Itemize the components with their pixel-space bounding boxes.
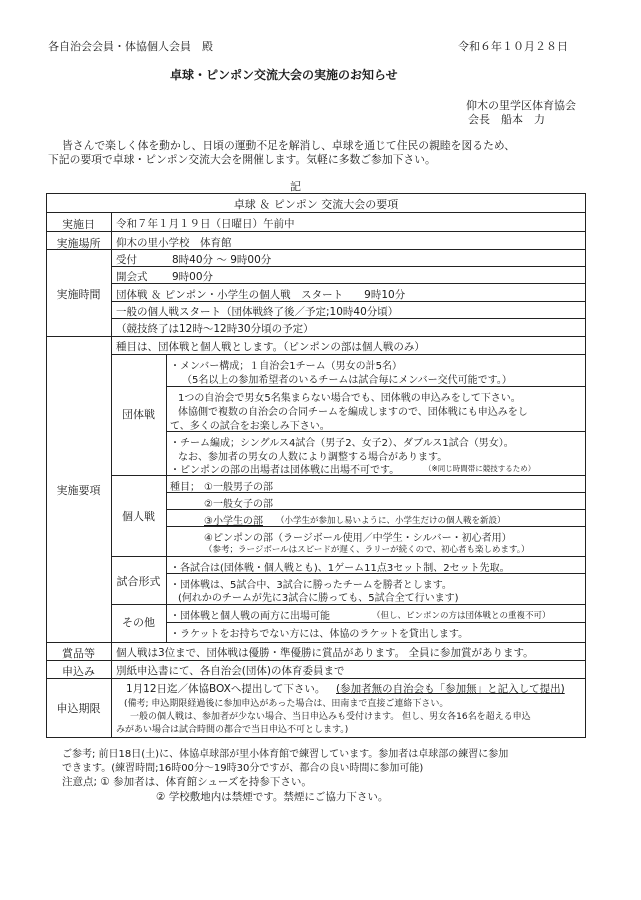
intro-line-2: 下記の要項で卓球・ピンポン交流大会を開催します。気軽に多数ご参加下さい。 bbox=[48, 153, 436, 166]
individual-pingpong-note: （参考；ラージボールはスピードが遅く、ラリーが続くので、初心者も楽しめます。） bbox=[204, 545, 530, 555]
format-rule-1: ・各試合は(団体戦・個人戦とも)、1ゲーム11点3セット制、2セット先取。 bbox=[170, 563, 510, 574]
label-prize: 賞品等 bbox=[62, 647, 95, 660]
individual-women: ②一般女子の部 bbox=[204, 499, 273, 510]
format-rule-3: (何れかのチームが先に3試合に勝っても、5試合全て行います) bbox=[178, 593, 459, 604]
intro-line-1: 皆さんで楽しく体を動かし、日頃の運動不足を解消し、卓球を通じて住民の親睦を図るため、 bbox=[62, 139, 516, 152]
label-individual: 個人戦 bbox=[122, 510, 155, 523]
other-rule-1-note: （但し、ピンポンの方は団体戦との重複不可） bbox=[372, 611, 551, 621]
sender: 会長 船本 力 bbox=[468, 113, 545, 126]
format-rule-2: ・団体戦は、5試合中、3試合に勝ったチームを勝者とします。 bbox=[170, 580, 452, 591]
team-rule-4: 体協側で複数の自治会の合同チームを編成しますので、団体戦にも申込みをし bbox=[178, 407, 528, 418]
label-deadline: 申込期限 bbox=[56, 702, 101, 715]
deadline-line-4: みがあい場合は試合時間の都合で当日申込不可とします。) bbox=[116, 725, 349, 735]
reception-label: 受付 bbox=[116, 254, 137, 266]
individual-elementary-note: （小学生が参加し易いように、小学生だけの個人戦を新設） bbox=[276, 516, 506, 526]
event-types: 種目は、団体戦と個人戦とします。（ピンポンの部は個人戦のみ） bbox=[116, 341, 425, 353]
label-format: 試合形式 bbox=[116, 575, 161, 588]
deadline-line-2: (備考; 申込期限経過後に参加申込があった場合は、田南まで直接ご連絡下さい。 bbox=[124, 699, 449, 709]
ki-mark: 記 bbox=[290, 180, 301, 193]
issue-date: 令和６年１０月２８日 bbox=[458, 40, 568, 53]
individual-men: ①一般男子の部 bbox=[204, 482, 273, 493]
team-rule-3: 1つの自治会で男女5名集まらない場合でも、団体戦の申込みをして下さい。 bbox=[178, 393, 521, 404]
recipient: 各自治会会員・体協個人会員 殿 bbox=[48, 40, 213, 53]
label-team: 団体戦 bbox=[122, 408, 155, 421]
team-rule-2: （5名以上の参加希望者のいるチームは試合毎にメンバー交代可能です。） bbox=[182, 375, 512, 386]
label-rules: 実施要項 bbox=[56, 484, 101, 497]
reference-line-1: ご参考; 前日18日(土)に、体協卓球部が里小体育館で練習しています。参加者は卓球部の練習に参加 bbox=[62, 749, 509, 760]
other-rule-1: ・団体戦と個人戦の両方に出場可能 bbox=[170, 611, 330, 622]
deadline-line-1a: 1月12日迄／体協BOXへ提出して下さい。 bbox=[126, 683, 326, 695]
opening-time: 9時00分 bbox=[172, 271, 214, 283]
team-rule-8: ・ピンポンの部の出場者は団体戦に出場不可です。 bbox=[170, 465, 400, 476]
other-rule-2: ・ラケットをお持ちでない方には、体協のラケットを貸出します。 bbox=[170, 629, 469, 640]
team-rule-6: ・チーム編成；シングルス4試合（男子2、女子2）、ダブルス1試合（男女）。 bbox=[170, 438, 514, 449]
team-rule-8-note: （※同じ時間帯に競技するため） bbox=[424, 464, 536, 473]
page-title: 卓球・ピンポン交流大会の実施のお知らせ bbox=[170, 68, 398, 82]
team-rule-7: なお、参加者の男女の人数により調整する場合があります。 bbox=[178, 452, 448, 463]
label-other: その他 bbox=[122, 616, 155, 629]
value-apply: 別紙申込書にて、各自治会(団体)の体育委員まで bbox=[116, 665, 345, 677]
table-heading: 卓球 ＆ ピンポン 交流大会の要項 bbox=[233, 198, 399, 211]
caution-line-2: ② 学校敷地内は禁煙です。禁煙にご協力下さい。 bbox=[156, 791, 389, 803]
general-start-time: 一般の個人戦スタート（団体戦終了後／予定;10時40分頃） bbox=[116, 306, 399, 318]
individual-kind: 種目； bbox=[170, 482, 200, 493]
label-date: 実施日 bbox=[62, 218, 95, 231]
opening-label: 開会式 bbox=[116, 271, 148, 283]
value-prize: 個人戦は3位まで、団体戦は優勝・準優勝に賞品があります。 全員に参加賞があります。 bbox=[116, 647, 534, 659]
team-rule-5: て、多くの試合をお楽しみ下さい。 bbox=[170, 421, 330, 432]
value-place: 仰木の里小学校 体育館 bbox=[116, 237, 232, 249]
end-time: （競技終了は12時～12時30分頃の予定） bbox=[116, 323, 314, 335]
value-date: 令和７年１月１９日（日曜日）午前中 bbox=[116, 218, 295, 230]
reference-line-2: できます。(練習時間;16時00分～19時30分ですが、都合の良い時間に参加可能) bbox=[62, 763, 424, 774]
team-start-time: 団体戦 ＆ ピンポン・小学生の個人戦 スタート 9時10分 bbox=[116, 289, 406, 301]
organization: 仰木の里学区体育協会 bbox=[466, 99, 576, 112]
team-rule-1: ・メンバー構成；１自治会1チーム（男女の計5名） bbox=[170, 361, 403, 372]
individual-elementary: ③小学生の部 bbox=[204, 516, 263, 527]
label-time: 実施時間 bbox=[56, 288, 101, 301]
deadline-line-3: 一般の個人戦は、参加者が少ない場合、当日申込みも受付けます。 但し、男女各16名を超える申込 bbox=[130, 712, 531, 722]
reception-time: 8時40分 ～ 9時00分 bbox=[172, 254, 272, 266]
caution-line-1: 注意点; ① 参加者は、体育館シューズを持参下さい。 bbox=[62, 776, 312, 788]
individual-pingpong: ④ピンポンの部（ラージボール使用／中学生・シルバー・初心者用） bbox=[204, 533, 512, 544]
label-apply: 申込み bbox=[62, 665, 95, 678]
deadline-line-1b: (参加者無の自治会も「参加無」と記入して提出) bbox=[336, 683, 565, 695]
label-place: 実施場所 bbox=[56, 237, 101, 250]
